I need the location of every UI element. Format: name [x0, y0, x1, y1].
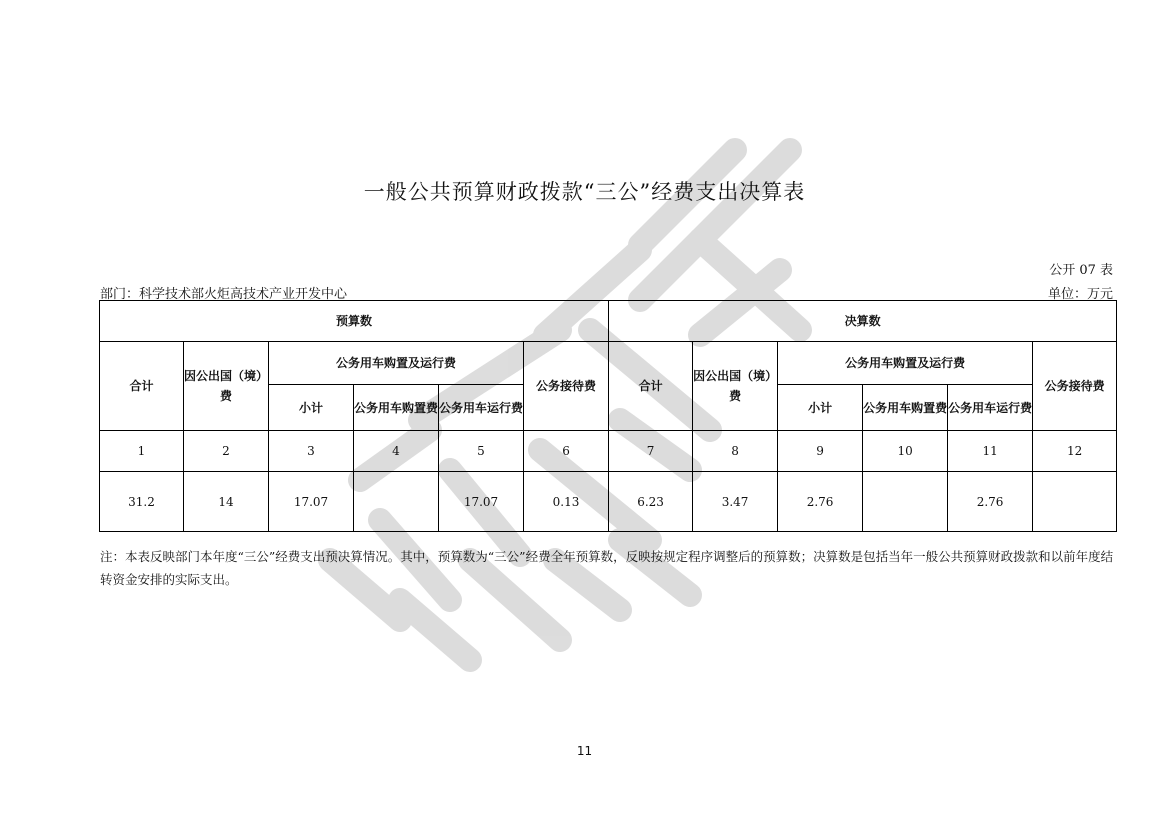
- three-public-expense-table: [99, 300, 1117, 532]
- form-number: 公开 07 表: [1049, 263, 1113, 278]
- value-cell: [1033, 472, 1117, 532]
- value-cell: 17.07: [439, 472, 524, 532]
- value-cell: [863, 472, 948, 532]
- value-cell: 17.07: [269, 472, 354, 532]
- table-row-index: [100, 431, 1117, 472]
- header-final-purchase: 公务用车购置费: [863, 385, 948, 431]
- value-cell: 0.13: [524, 472, 609, 532]
- header-budget-group: 预算数: [100, 301, 609, 342]
- document-title: 一般公共预算财政拨款“三公”经费支出决算表: [363, 180, 806, 204]
- department-label: 部门：科学技术部火炬高技术产业开发中心: [100, 287, 348, 302]
- header-final-total: 合计: [609, 342, 693, 431]
- value-cell: 6.23: [609, 472, 693, 532]
- header-final-subtotal: 小计: [778, 385, 863, 431]
- header-budget-abroad: 因公出国（境）费: [184, 342, 269, 431]
- header-final-reception: 公务接待费: [1033, 342, 1117, 431]
- header-final-abroad: 因公出国（境）费: [693, 342, 778, 431]
- value-cell: 3.47: [693, 472, 778, 532]
- header-budget-reception: 公务接待费: [524, 342, 609, 431]
- header-budget-purchase: 公务用车购置费: [354, 385, 439, 431]
- unit-label: 单位：万元: [1047, 287, 1113, 302]
- value-cell: 31.2: [100, 472, 184, 532]
- header-budget-total: 合计: [100, 342, 184, 431]
- index-cell: 1: [100, 431, 184, 472]
- index-cell: 2: [184, 431, 269, 472]
- header-final-vehicle: 公务用车购置及运行费: [778, 342, 1033, 385]
- value-cell: 14: [184, 472, 269, 532]
- index-cell: 8: [693, 431, 778, 472]
- header-final-operation: 公务用车运行费: [948, 385, 1033, 431]
- value-cell: 2.76: [948, 472, 1033, 532]
- value-cell: 2.76: [778, 472, 863, 532]
- header-final-group: 决算数: [609, 301, 1117, 342]
- table-note: 注：本表反映部门本年度“三公”经费支出预决算情况。其中，预算数为“三公”经费全年预算数，反映按规定程序调整后的预算数；决算数是包括当年一般公共预算财政拨款和以前年度结转资金安排的实际支出。: [100, 549, 1114, 587]
- index-cell: 3: [269, 431, 354, 472]
- index-cell: 5: [439, 431, 524, 472]
- index-cell: 12: [1033, 431, 1117, 472]
- index-cell: 9: [778, 431, 863, 472]
- header-budget-vehicle: 公务用车购置及运行费: [269, 342, 524, 385]
- index-cell: 6: [524, 431, 609, 472]
- index-cell: 10: [863, 431, 948, 472]
- index-cell: 11: [948, 431, 1033, 472]
- page-number: 11: [576, 744, 593, 758]
- header-budget-operation: 公务用车运行费: [439, 385, 524, 431]
- value-cell: [354, 472, 439, 532]
- header-budget-subtotal: 小计: [269, 385, 354, 431]
- table-row-values: [100, 472, 1117, 532]
- index-cell: 4: [354, 431, 439, 472]
- index-cell: 7: [609, 431, 693, 472]
